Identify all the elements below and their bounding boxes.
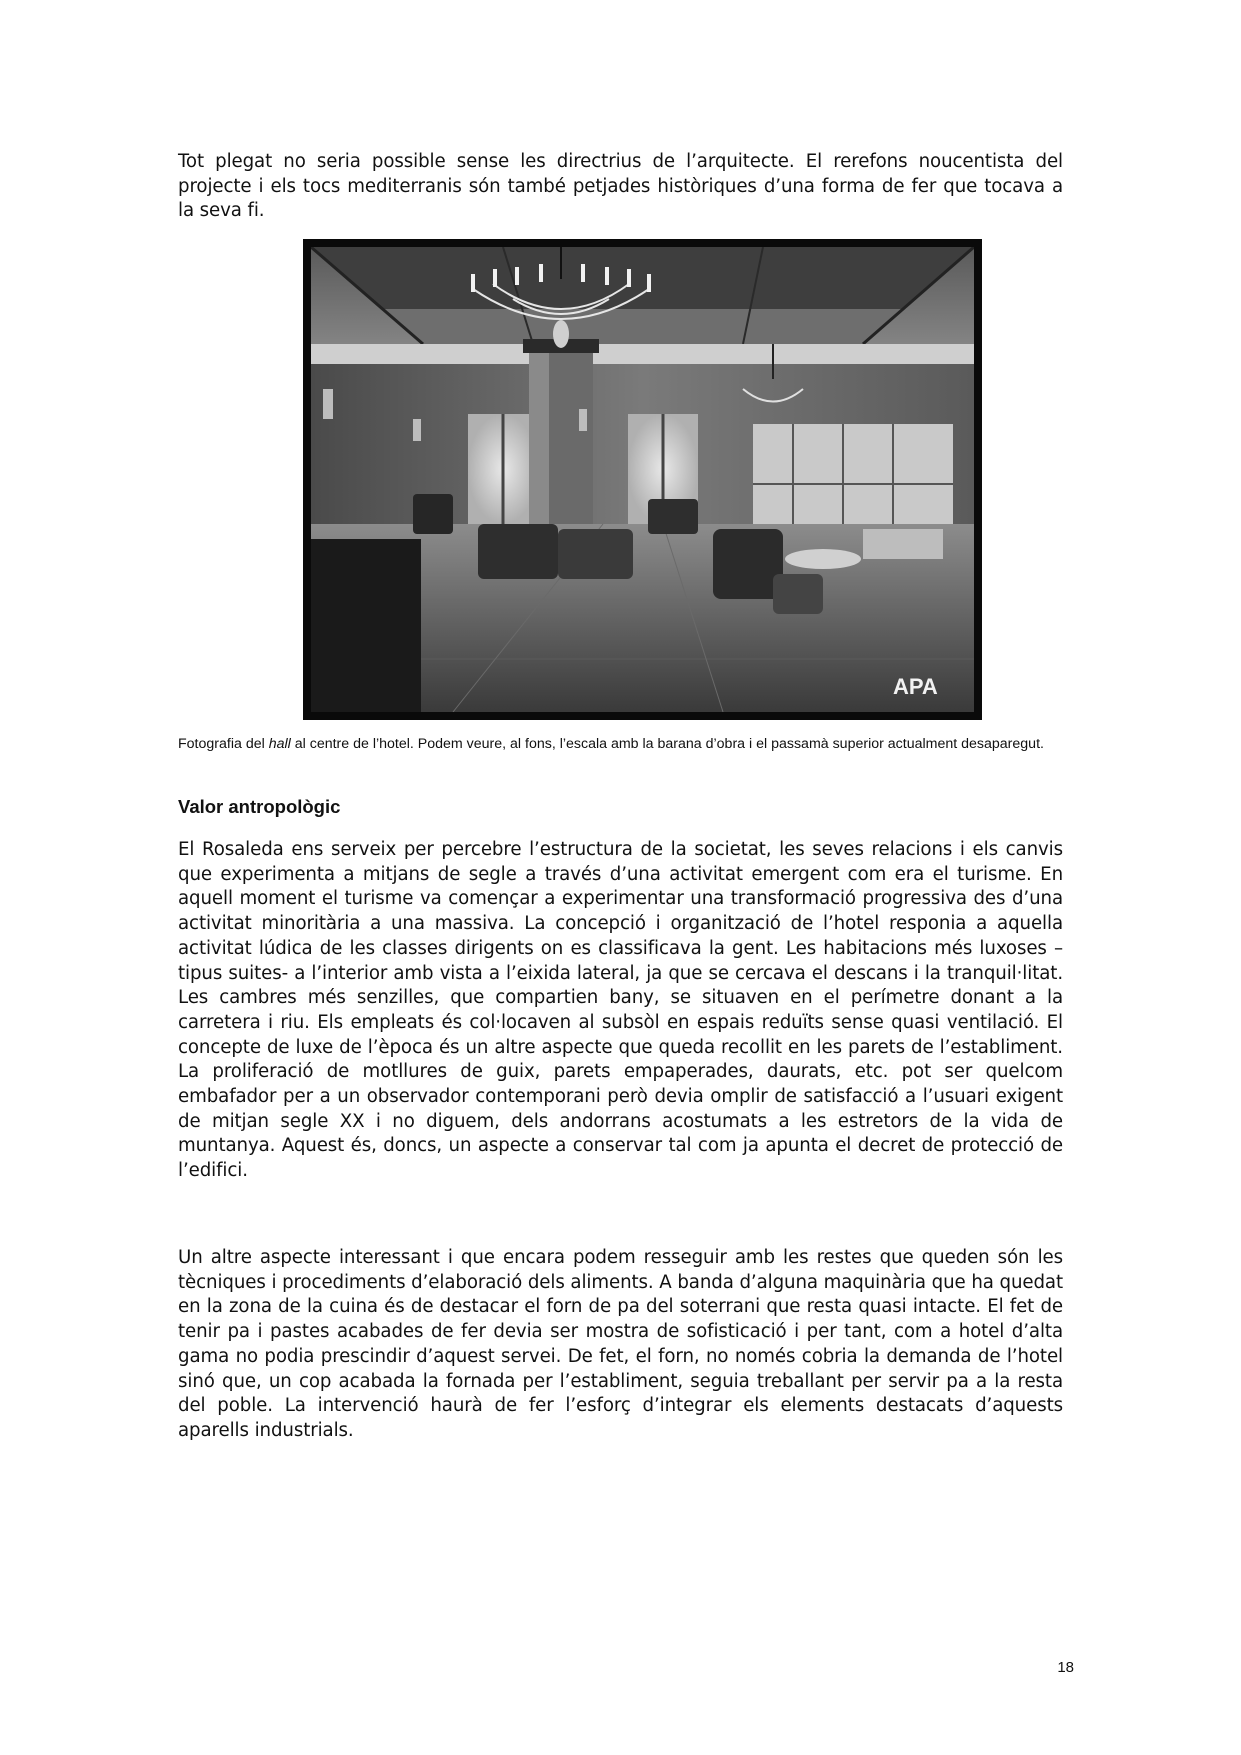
- caption-start: Fotografia del: [178, 736, 269, 752]
- intro-paragraph: Tot plegat no seria possible sense les directrius de l’arquitecte. El rerefons noucentista del projecte i els tocs mediterranis són també petjades històriques d’una forma de fer que tocava a la seva fi.: [178, 151, 1063, 222]
- caption-italic-term: hall: [268, 736, 291, 752]
- anthropological-value-paragraph: El Rosaleda ens serveix per percebre l’estructura de la societat, les seves relacions i els canvis que experimenta a mitjans de segle a través d’una activitat emergent com era el turisme. En aquell moment el turisme va començar a experimentar una transformació progressiva des d’una activitat minoritària a una massiva. La concepció i organització de l’hotel responia a aquella activitat lúdica de les classes dirigents on es classificava la gent. Les habitacions més luxoses –tipus suites- a l’interior amb vista a l’eixida lateral, ja que se cercava el descans i la tranquil·litat. Les cambres més senzilles, que compartien bany, se situaven en el perímetre donant a la carretera i riu. Els empleats és col·locaven al subsòl en espais reduïts sense quasi ventilació. El concepte de luxe de l’època és un altre aspecte que queda recollit en les parets de l’establiment. La proliferació de motllures de guix, parets empaperades, daurats, etc. pot ser quelcom embafador per a un observador contemporani però devia omplir de satisfacció a l’usuari exigent de mitjan segle XX i no diguem, dels andorrans acostumats a les estretors de la vida de muntanya. Aquest és, doncs, un aspecte a conservar tal com ja apunta el decret de protecció de l’edifici.: [178, 839, 1063, 1182]
- figure-caption: [178, 735, 1063, 753]
- food-techniques-paragraph: Un altre aspecte interessant i que encara podem resseguir amb les restes que queden són les tècniques i procediments d’elaboració dels aliments. A banda d’alguna maquinària que ha quedat en la zona de la cuina és de destacar el forn de pa del soterrani que resta quasi intacte. El fet de tenir pa i pastes acabades de fer devia ser mostra de sofisticació i per tant, com a hotel d’alta gama no podia prescindir d’aquest servei. De fet, el forn, no només cobria la demanda de l’hotel sinó que, un cop acabada la fornada per l’establiment, seguia treballant per servir pa a la resta del poble. La intervenció haurà de fer l’esforç d’integrar els elements destacats d’aquests aparells industrials.: [178, 1247, 1063, 1441]
- section-heading: Valor antropològic: [178, 796, 341, 817]
- caption-end: al centre de l’hotel. Podem veure, al fons, l’escala amb la barana d’obra i el passamà superior actualment desaparegut.: [290, 736, 1044, 752]
- hotel-hall-photograph: [303, 239, 982, 720]
- photo-watermark: APA: [893, 674, 938, 699]
- page-number: 18: [1057, 1659, 1074, 1676]
